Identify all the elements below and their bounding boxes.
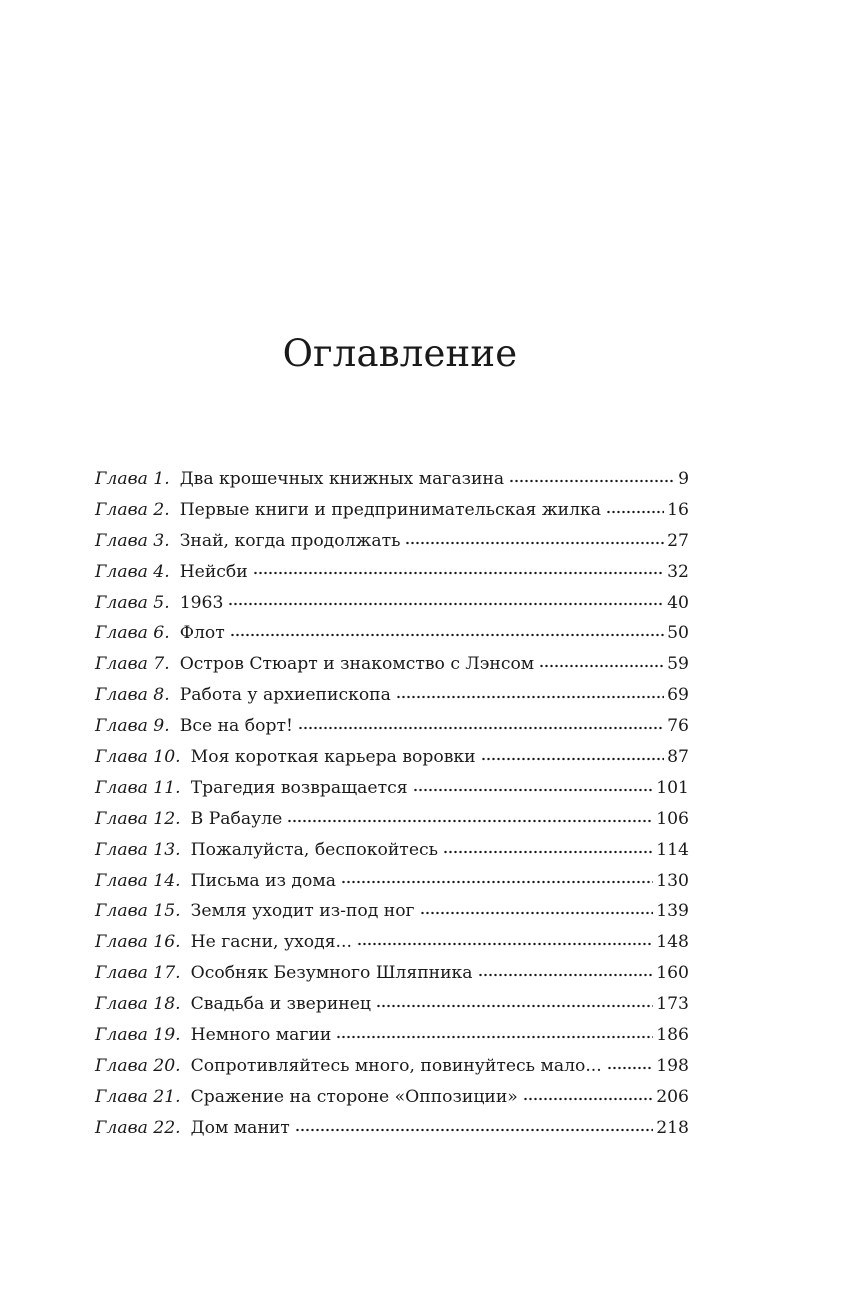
page-title: Оглавление <box>282 332 518 375</box>
toc-entry[interactable] <box>95 958 689 989</box>
toc-chapter-label: Глава 21. <box>95 1086 181 1107</box>
toc-chapter-title: Все на борт! <box>179 716 293 737</box>
toc-chapter-title: Пожалуйста, беспокойтесь <box>190 839 438 860</box>
toc-chapter-label: Глава 2. <box>95 499 170 520</box>
toc-dot-leader <box>539 652 664 669</box>
toc-dot-leader <box>336 1023 653 1040</box>
toc-dot-leader <box>228 590 664 607</box>
toc-entry[interactable] <box>95 1082 689 1113</box>
toc-entry[interactable] <box>95 711 689 742</box>
toc-entry[interactable] <box>95 989 689 1020</box>
toc-chapter-title: Флот <box>179 623 225 644</box>
toc-chapter-label: Глава 11. <box>95 777 181 798</box>
toc-dot-leader <box>478 961 654 978</box>
toc-chapter-label: Глава 6. <box>95 623 170 644</box>
toc-entry[interactable] <box>95 495 689 526</box>
toc-dot-leader <box>295 1116 653 1133</box>
toc-dot-leader <box>405 529 664 546</box>
toc-page-number: 206 <box>656 1086 689 1107</box>
toc-entry[interactable] <box>95 866 689 897</box>
toc-chapter-title: Первые книги и предпринимательская жилка <box>179 499 602 520</box>
toc-chapter-label: Глава 4. <box>95 561 170 582</box>
toc-chapter-label: Глава 17. <box>95 963 181 984</box>
toc-entry[interactable] <box>95 835 689 866</box>
toc-page-number: 114 <box>656 839 689 860</box>
toc-chapter-title: Моя короткая карьера воровки <box>190 747 476 768</box>
toc-entry[interactable] <box>95 588 689 619</box>
toc-page-number: 139 <box>656 901 689 922</box>
toc-page-number: 218 <box>656 1117 689 1138</box>
toc-entry[interactable] <box>95 742 689 773</box>
toc-dot-leader <box>413 776 654 793</box>
toc-dot-leader <box>341 868 653 885</box>
toc-dot-leader <box>253 559 664 576</box>
toc-page-number: 173 <box>656 994 689 1015</box>
toc-chapter-title: Особняк Безумного Шляпника <box>190 963 473 984</box>
toc-dot-leader <box>396 683 664 700</box>
toc-chapter-label: Глава 20. <box>95 1055 181 1076</box>
toc-chapter-label: Глава 10. <box>95 747 181 768</box>
toc-dot-leader <box>420 899 654 916</box>
toc-page-number: 69 <box>667 685 689 706</box>
toc-entry[interactable] <box>95 896 689 927</box>
toc-dot-leader <box>357 930 653 947</box>
toc-chapter-title: В Рабауле <box>190 808 283 829</box>
toc-chapter-label: Глава 16. <box>95 932 181 953</box>
toc-page-number: 40 <box>667 592 689 613</box>
toc-dot-leader <box>443 838 653 855</box>
toc-page-number: 160 <box>656 963 689 984</box>
toc-dot-leader <box>287 807 653 824</box>
toc-chapter-title: Немного магии <box>190 1025 332 1046</box>
toc-page-number: 50 <box>667 623 689 644</box>
toc-dot-leader <box>509 467 675 484</box>
toc-chapter-title: Земля уходит из-под ног <box>190 901 415 922</box>
toc-entry[interactable] <box>95 618 689 649</box>
toc-dot-leader <box>298 714 664 731</box>
toc-entry[interactable] <box>95 1020 689 1051</box>
toc-page-number: 186 <box>656 1025 689 1046</box>
toc-chapter-title: Остров Стюарт и знакомство с Лэнсом <box>179 654 535 675</box>
toc-chapter-label: Глава 3. <box>95 530 170 551</box>
toc-chapter-label: Глава 13. <box>95 839 181 860</box>
toc-entry[interactable] <box>95 557 689 588</box>
toc-entry[interactable] <box>95 1113 689 1144</box>
toc-entry[interactable] <box>95 804 689 835</box>
toc-dot-leader <box>607 1054 653 1071</box>
toc-entry[interactable] <box>95 526 689 557</box>
toc-chapter-title: Не гасни, уходя... <box>190 932 352 953</box>
toc-page-number: 76 <box>667 716 689 737</box>
toc-chapter-title: Дом манит <box>190 1117 290 1138</box>
toc-page-number: 198 <box>656 1055 689 1076</box>
toc-entry[interactable] <box>95 927 689 958</box>
toc-chapter-title: 1963 <box>179 592 224 613</box>
toc-chapter-title: Два крошечных книжных магазина <box>179 469 505 489</box>
toc-page-number: 32 <box>667 561 689 582</box>
toc-entry[interactable] <box>95 680 689 711</box>
toc-dot-leader <box>376 992 653 1009</box>
toc-chapter-label: Глава 19. <box>95 1025 181 1046</box>
toc-chapter-label: Глава 9. <box>95 716 170 737</box>
toc-chapter-label: Глава 15. <box>95 901 181 922</box>
toc-chapter-title: Сражение на стороне «Оппозиции» <box>190 1086 518 1107</box>
toc-chapter-title: Сопротивляйтесь много, повинуйтесь мало... <box>190 1055 602 1076</box>
toc-dot-leader <box>606 498 664 515</box>
toc-entry[interactable] <box>95 649 689 680</box>
toc-page-number: 106 <box>656 808 689 829</box>
toc-chapter-label: Глава 5. <box>95 592 170 613</box>
toc-page-number: 16 <box>667 499 689 520</box>
toc-page-number: 148 <box>656 932 689 953</box>
toc-page-number: 27 <box>667 530 689 551</box>
toc-entry[interactable] <box>95 773 689 804</box>
table-of-contents <box>95 464 689 1144</box>
toc-page-number: 87 <box>667 747 689 768</box>
toc-chapter-title: Работа у архиепископа <box>179 685 391 706</box>
toc-chapter-label: Глава 8. <box>95 685 170 706</box>
toc-chapter-label: Глава 14. <box>95 870 181 891</box>
toc-chapter-label: Глава 22. <box>95 1117 181 1138</box>
toc-chapter-label: Глава 7. <box>95 654 170 675</box>
toc-chapter-title: Свадьба и зверинец <box>190 994 371 1015</box>
toc-dot-leader <box>523 1085 653 1102</box>
toc-chapter-title: Трагедия возвращается <box>190 777 408 798</box>
toc-page-number: 130 <box>656 870 689 891</box>
toc-chapter-label: Глава 18. <box>95 994 181 1015</box>
toc-chapter-label: Глава 1. <box>95 469 170 489</box>
toc-page-number: 101 <box>656 777 689 798</box>
toc-dot-leader <box>230 621 664 638</box>
toc-chapter-title: Письма из дома <box>190 870 336 891</box>
toc-chapter-label: Глава 12. <box>95 808 181 829</box>
toc-entry[interactable] <box>95 1051 689 1082</box>
toc-chapter-title: Знай, когда продолжать <box>179 530 401 551</box>
toc-page-number: 59 <box>667 654 689 675</box>
toc-dot-leader <box>481 745 665 762</box>
toc-chapter-title: Нейсби <box>179 561 248 582</box>
toc-entry[interactable] <box>95 464 689 495</box>
toc-page-number: 9 <box>678 469 689 489</box>
